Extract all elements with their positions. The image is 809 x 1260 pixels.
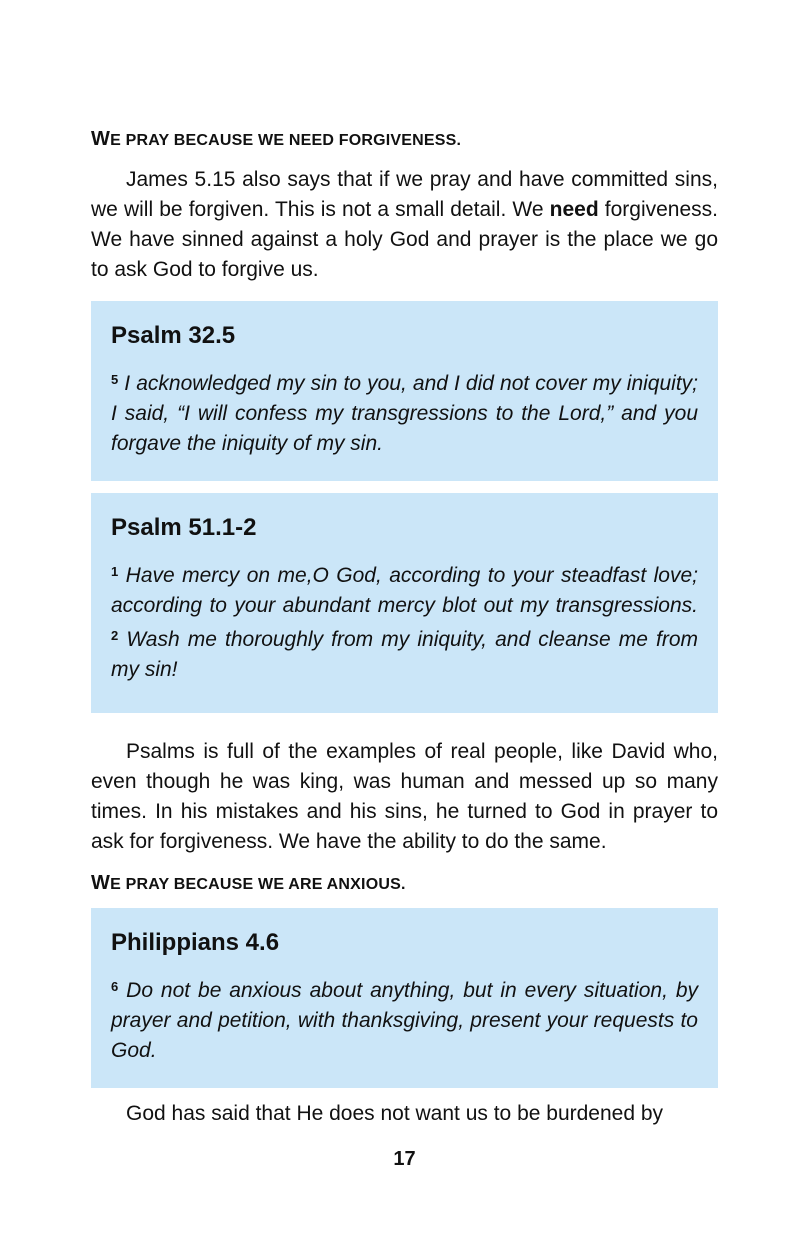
verse-number: 6 — [111, 979, 119, 994]
verse-number: 2 — [111, 628, 119, 643]
verse-reference: Psalm 32.5 — [111, 322, 236, 349]
verse-text — [111, 972, 698, 1066]
verse-text — [111, 365, 698, 459]
verse-box-philippians-4 — [91, 908, 718, 1088]
paragraph-burdened: God has said that He does not want us to be burdened by — [126, 1102, 664, 1125]
verse-box-psalm-51 — [91, 493, 718, 713]
paragraph-forgiveness — [91, 165, 718, 285]
page-number: 17 — [393, 1148, 416, 1170]
verse-content: Do not be anxious about anything, but in every situation, by prayer and petition, with thanksgiving, present your requests to God. — [111, 979, 698, 1062]
verse-reference: Philippians 4.6 — [111, 929, 280, 956]
heading-rest: E PRAY BECAUSE WE NEED FORGIVENESS. — [110, 132, 462, 149]
verse-number: 1 — [111, 564, 119, 579]
heading-initial: W — [91, 872, 111, 894]
verse-box-psalm-32 — [91, 301, 718, 481]
verse-text — [111, 557, 698, 685]
section-heading-forgiveness — [91, 128, 718, 151]
section-heading-anxious — [91, 872, 718, 895]
verse-content: Wash me thoroughly from my iniquity, and cleanse me from my sin! — [111, 628, 698, 681]
verse-number: 5 — [111, 372, 119, 387]
emphasis-need: need — [549, 198, 599, 221]
paragraph-psalms: Psalms is full of the examples of real people, like David who, even though he was king, was human and messed up so many times. In his mistakes and his sins, he turned to God in prayer to ask for forgiveness. We have the ability to do the same. — [91, 740, 718, 853]
heading-rest: E PRAY BECAUSE WE ARE ANXIOUS. — [110, 876, 406, 893]
paragraph-text: James 5.15 also says that if we pray and have committed sins, we will be forgiven. This is not a small detail. We — [91, 168, 718, 221]
verse-content: Have mercy on me,O God, according to your steadfast love; according to your abundant mercy blot out my transgressions. — [111, 564, 698, 617]
heading-initial: W — [91, 128, 111, 150]
verse-content: I acknowledged my sin to you, and I did not cover my iniquity; I said, “I will confess my transgressions to the Lord,” and you forgave the iniquity of my sin. — [111, 372, 698, 455]
verse-reference: Psalm 51.1-2 — [111, 514, 257, 541]
paragraph-text: forgiveness. We have sinned against a holy God and prayer is the place we go to ask God to forgive us. — [91, 198, 718, 281]
